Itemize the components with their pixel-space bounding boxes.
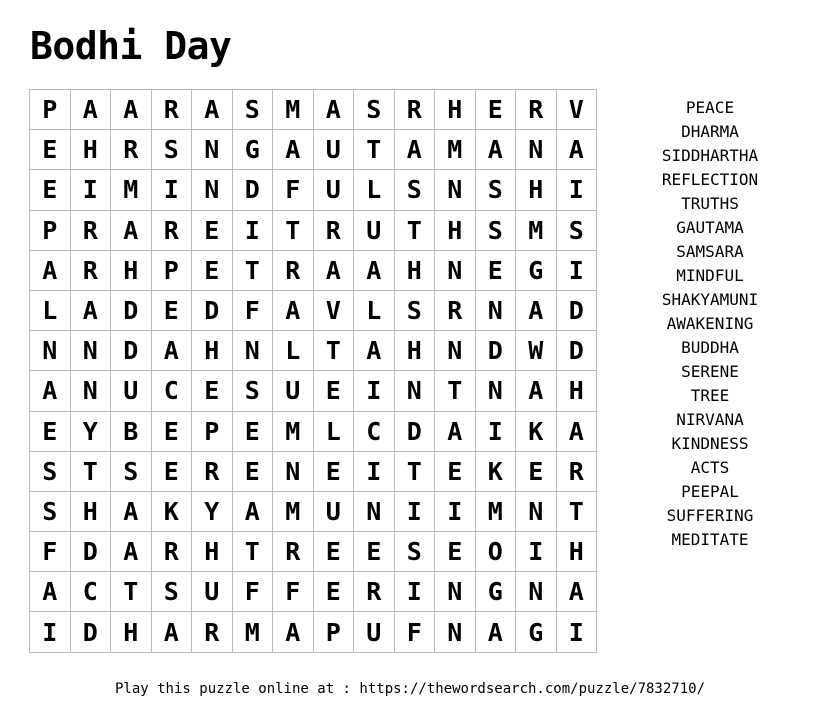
grid-cell[interactable]: H — [556, 371, 597, 411]
grid-cell[interactable]: E — [151, 290, 192, 330]
grid-cell[interactable]: A — [475, 130, 516, 170]
grid-cell[interactable]: S — [30, 491, 71, 531]
grid-cell[interactable]: K — [151, 491, 192, 531]
grid-cell[interactable]: S — [30, 451, 71, 491]
word-list-item: TRUTHS — [681, 194, 739, 213]
grid-cell[interactable]: M — [232, 612, 273, 652]
grid-cell[interactable]: F — [394, 612, 435, 652]
grid-cell[interactable]: A — [111, 491, 152, 531]
grid-cell[interactable]: A — [30, 572, 71, 612]
grid-cell[interactable]: S — [151, 572, 192, 612]
grid-cell[interactable]: T — [70, 451, 111, 491]
grid-cell[interactable]: N — [232, 331, 273, 371]
grid-cell[interactable]: A — [273, 130, 314, 170]
grid-cell[interactable]: L — [30, 290, 71, 330]
grid-cell[interactable]: A — [273, 612, 314, 652]
grid-cell[interactable]: R — [151, 210, 192, 250]
grid-cell[interactable]: A — [111, 90, 152, 130]
grid-row — [30, 170, 597, 210]
grid-cell[interactable]: A — [556, 572, 597, 612]
grid-cell[interactable]: E — [30, 170, 71, 210]
grid-cell[interactable]: R — [313, 210, 354, 250]
grid-row — [30, 572, 597, 612]
grid-cell[interactable]: E — [475, 250, 516, 290]
grid-cell[interactable]: I — [516, 532, 557, 572]
grid-cell[interactable]: B — [111, 411, 152, 451]
word-list-item: REFLECTION — [661, 170, 759, 189]
grid-cell[interactable]: A — [70, 290, 111, 330]
grid-cell[interactable]: A — [435, 411, 476, 451]
grid-cell[interactable]: T — [394, 210, 435, 250]
grid-cell[interactable]: D — [475, 331, 516, 371]
grid-row — [30, 210, 597, 250]
grid-cell[interactable]: M — [475, 491, 516, 531]
word-list-item: GAUTAMA — [676, 218, 744, 237]
grid-cell[interactable]: E — [30, 411, 71, 451]
grid-cell[interactable]: K — [516, 411, 557, 451]
grid-cell[interactable]: N — [435, 612, 476, 652]
grid-cell[interactable]: I — [70, 170, 111, 210]
grid-cell[interactable]: I — [556, 250, 597, 290]
grid-cell[interactable]: H — [435, 210, 476, 250]
grid-cell[interactable]: A — [354, 250, 395, 290]
grid-cell[interactable]: R — [70, 210, 111, 250]
grid-cell[interactable]: T — [232, 250, 273, 290]
grid-cell[interactable]: A — [475, 612, 516, 652]
grid-cell[interactable]: A — [556, 130, 597, 170]
grid-cell[interactable]: H — [70, 130, 111, 170]
grid-row — [30, 612, 597, 652]
grid-cell[interactable]: S — [394, 532, 435, 572]
grid-cell[interactable]: T — [394, 451, 435, 491]
grid-cell[interactable]: F — [232, 572, 273, 612]
word-list-item: AWAKENING — [666, 314, 754, 333]
grid-cell[interactable]: H — [394, 250, 435, 290]
grid-cell[interactable]: D — [556, 331, 597, 371]
grid-cell[interactable]: F — [232, 290, 273, 330]
grid-cell[interactable]: K — [475, 451, 516, 491]
grid-cell[interactable]: M — [435, 130, 476, 170]
grid-cell[interactable]: H — [556, 532, 597, 572]
grid-cell[interactable]: A — [30, 371, 71, 411]
grid-cell[interactable]: V — [556, 90, 597, 130]
grid-cell[interactable]: E — [354, 532, 395, 572]
grid-cell[interactable]: S — [475, 170, 516, 210]
grid-cell[interactable]: I — [556, 612, 597, 652]
grid-row — [30, 90, 597, 130]
grid-cell[interactable]: A — [516, 290, 557, 330]
grid-cell[interactable]: E — [435, 532, 476, 572]
grid-cell[interactable]: M — [273, 411, 314, 451]
grid-cell[interactable]: E — [313, 572, 354, 612]
grid-cell[interactable]: N — [192, 170, 233, 210]
word-list-item: PEEPAL — [681, 482, 739, 501]
grid-cell[interactable]: R — [273, 250, 314, 290]
grid-cell[interactable]: E — [475, 90, 516, 130]
grid-cell[interactable]: S — [232, 371, 273, 411]
grid-cell[interactable]: N — [435, 331, 476, 371]
grid-cell[interactable]: D — [111, 331, 152, 371]
grid-cell[interactable]: N — [475, 371, 516, 411]
grid-cell[interactable]: U — [111, 371, 152, 411]
grid-cell[interactable]: A — [354, 331, 395, 371]
word-list-item: SHAKYAMUNI — [661, 290, 759, 309]
grid-cell[interactable]: I — [556, 170, 597, 210]
grid-cell[interactable]: H — [192, 532, 233, 572]
word-list-item: SERENE — [681, 362, 739, 381]
grid-cell[interactable]: I — [151, 170, 192, 210]
grid-cell[interactable]: R — [435, 290, 476, 330]
grid-cell[interactable]: A — [313, 250, 354, 290]
grid-cell[interactable]: T — [556, 491, 597, 531]
word-list-item: SUFFERING — [666, 506, 754, 525]
grid-cell[interactable]: A — [232, 491, 273, 531]
grid-cell[interactable]: N — [354, 491, 395, 531]
grid-cell[interactable]: S — [151, 130, 192, 170]
grid-cell[interactable]: H — [435, 90, 476, 130]
grid-cell[interactable]: P — [192, 411, 233, 451]
grid-cell[interactable]: R — [192, 451, 233, 491]
grid-cell[interactable]: U — [313, 491, 354, 531]
grid-cell[interactable]: N — [435, 170, 476, 210]
grid-cell[interactable]: N — [394, 371, 435, 411]
grid-cell[interactable]: D — [556, 290, 597, 330]
grid-cell[interactable]: A — [313, 90, 354, 130]
word-list — [650, 96, 770, 552]
word-list-item: MEDITATE — [671, 530, 749, 549]
grid-cell[interactable]: P — [30, 90, 71, 130]
grid-cell[interactable]: N — [192, 130, 233, 170]
grid-cell[interactable]: F — [30, 532, 71, 572]
grid-cell[interactable]: A — [151, 612, 192, 652]
grid-row — [30, 371, 597, 411]
grid-cell[interactable]: C — [151, 371, 192, 411]
grid-cell[interactable]: I — [354, 371, 395, 411]
grid-cell[interactable]: U — [192, 572, 233, 612]
grid-cell[interactable]: G — [516, 612, 557, 652]
grid-cell[interactable]: N — [30, 331, 71, 371]
word-list-item: DHARMA — [681, 122, 739, 141]
grid-cell[interactable]: T — [435, 371, 476, 411]
word-list-item: KINDNESS — [671, 434, 749, 453]
word-list-item: SIDDHARTHA — [661, 146, 759, 165]
grid-cell[interactable]: I — [475, 411, 516, 451]
grid-cell[interactable]: C — [354, 411, 395, 451]
grid-cell[interactable]: A — [70, 90, 111, 130]
grid-cell[interactable]: P — [313, 612, 354, 652]
grid-cell[interactable]: N — [70, 331, 111, 371]
grid-cell[interactable]: A — [556, 411, 597, 451]
grid-cell[interactable]: H — [192, 331, 233, 371]
grid-cell[interactable]: T — [313, 331, 354, 371]
grid-cell[interactable]: M — [273, 90, 314, 130]
grid-cell[interactable]: N — [435, 250, 476, 290]
grid-row — [30, 532, 597, 572]
grid-cell[interactable]: E — [313, 532, 354, 572]
grid-cell[interactable]: G — [475, 572, 516, 612]
grid-cell[interactable]: H — [394, 331, 435, 371]
grid-cell[interactable]: H — [111, 250, 152, 290]
grid-row — [30, 411, 597, 451]
grid-row — [30, 451, 597, 491]
grid-cell[interactable]: M — [273, 491, 314, 531]
grid-cell[interactable]: N — [516, 572, 557, 612]
grid-row — [30, 290, 597, 330]
word-list-item: BUDDHA — [681, 338, 739, 357]
grid-cell[interactable]: F — [273, 572, 314, 612]
grid-cell[interactable]: L — [354, 170, 395, 210]
grid-cell[interactable]: R — [151, 532, 192, 572]
grid-row — [30, 491, 597, 531]
grid-cell[interactable]: E — [30, 130, 71, 170]
grid-cell[interactable]: O — [475, 532, 516, 572]
grid-cell[interactable]: E — [516, 451, 557, 491]
grid-cell[interactable]: N — [70, 371, 111, 411]
grid-cell[interactable]: S — [394, 290, 435, 330]
grid-cell[interactable]: E — [313, 451, 354, 491]
grid-cell[interactable]: S — [232, 90, 273, 130]
word-list-item: TREE — [690, 386, 730, 405]
grid-cell[interactable]: H — [70, 491, 111, 531]
grid-cell[interactable]: L — [273, 331, 314, 371]
grid-cell[interactable]: R — [192, 612, 233, 652]
grid-cell[interactable]: I — [394, 572, 435, 612]
grid-cell[interactable]: Y — [70, 411, 111, 451]
grid-cell[interactable]: H — [111, 612, 152, 652]
grid-cell[interactable]: G — [232, 130, 273, 170]
grid-cell[interactable]: S — [354, 90, 395, 130]
grid-cell[interactable]: E — [151, 411, 192, 451]
grid-cell[interactable]: I — [30, 612, 71, 652]
grid-cell[interactable]: U — [313, 170, 354, 210]
grid-cell[interactable]: R — [111, 130, 152, 170]
grid-cell[interactable]: N — [475, 290, 516, 330]
grid-cell[interactable]: R — [394, 90, 435, 130]
grid-cell[interactable]: I — [354, 451, 395, 491]
play-online-link[interactable]: Play this puzzle online at : https://thewordsearch.com/puzzle/7832710/ — [114, 681, 705, 697]
grid-cell[interactable]: R — [516, 90, 557, 130]
grid-row — [30, 130, 597, 170]
grid-cell[interactable]: I — [394, 491, 435, 531]
grid-cell[interactable]: A — [273, 290, 314, 330]
grid-cell[interactable]: P — [151, 250, 192, 290]
grid-cell[interactable]: R — [273, 532, 314, 572]
grid-cell[interactable]: W — [516, 331, 557, 371]
word-list-item: NIRVANA — [676, 410, 744, 429]
word-list-item: PEACE — [685, 98, 735, 117]
grid-cell[interactable]: D — [111, 290, 152, 330]
grid-cell[interactable]: D — [70, 532, 111, 572]
grid-cell[interactable]: E — [232, 451, 273, 491]
grid-cell[interactable]: N — [273, 451, 314, 491]
grid-cell[interactable]: Y — [192, 491, 233, 531]
grid-row — [30, 331, 597, 371]
grid-cell[interactable]: A — [394, 130, 435, 170]
grid-cell[interactable]: M — [516, 210, 557, 250]
grid-cell[interactable]: I — [435, 491, 476, 531]
grid-cell[interactable]: A — [111, 210, 152, 250]
grid-cell[interactable]: D — [394, 411, 435, 451]
grid-cell[interactable]: E — [435, 451, 476, 491]
grid-cell[interactable]: C — [70, 572, 111, 612]
grid-cell[interactable]: I — [232, 210, 273, 250]
grid-cell[interactable]: U — [273, 371, 314, 411]
grid-cell[interactable]: E — [151, 451, 192, 491]
grid-cell[interactable]: E — [232, 411, 273, 451]
grid-cell[interactable]: A — [516, 371, 557, 411]
grid-cell[interactable]: E — [192, 210, 233, 250]
grid-cell[interactable]: P — [30, 210, 71, 250]
grid-cell[interactable]: F — [273, 170, 314, 210]
grid-cell[interactable]: H — [516, 170, 557, 210]
grid-cell[interactable]: D — [192, 290, 233, 330]
grid-cell[interactable]: N — [435, 572, 476, 612]
grid-cell[interactable]: T — [273, 210, 314, 250]
grid-cell[interactable]: S — [394, 170, 435, 210]
grid-cell[interactable]: E — [192, 371, 233, 411]
grid-cell[interactable]: G — [516, 250, 557, 290]
grid-cell[interactable]: U — [354, 210, 395, 250]
grid-row — [30, 250, 597, 290]
grid-cell[interactable]: T — [111, 572, 152, 612]
word-list-item: ACTS — [690, 458, 730, 477]
grid-cell[interactable]: N — [516, 491, 557, 531]
grid-cell[interactable]: U — [313, 130, 354, 170]
grid-cell[interactable]: M — [111, 170, 152, 210]
grid-cell[interactable]: T — [232, 532, 273, 572]
grid-cell[interactable]: N — [516, 130, 557, 170]
puzzle-title: Bodhi Day — [30, 24, 232, 68]
grid-cell[interactable]: A — [192, 90, 233, 130]
grid-cell[interactable]: E — [192, 250, 233, 290]
grid-cell[interactable]: V — [313, 290, 354, 330]
grid-cell[interactable]: S — [475, 210, 516, 250]
grid-cell[interactable]: D — [232, 170, 273, 210]
grid-cell[interactable]: A — [151, 331, 192, 371]
grid-cell[interactable]: U — [354, 612, 395, 652]
grid-cell[interactable]: S — [111, 451, 152, 491]
grid-cell[interactable]: S — [556, 210, 597, 250]
grid-cell[interactable]: A — [111, 532, 152, 572]
grid-cell[interactable]: D — [70, 612, 111, 652]
grid-cell[interactable]: R — [70, 250, 111, 290]
grid-cell[interactable]: R — [151, 90, 192, 130]
grid-cell[interactable]: T — [354, 130, 395, 170]
grid-cell[interactable]: R — [556, 451, 597, 491]
grid-cell[interactable]: R — [354, 572, 395, 612]
grid-cell[interactable]: L — [313, 411, 354, 451]
word-list-item: MINDFUL — [676, 266, 744, 285]
grid-cell[interactable]: L — [354, 290, 395, 330]
word-list-item: SAMSARA — [676, 242, 744, 261]
letter-grid[interactable] — [29, 89, 597, 653]
grid-cell[interactable]: E — [313, 371, 354, 411]
grid-cell[interactable]: A — [30, 250, 71, 290]
